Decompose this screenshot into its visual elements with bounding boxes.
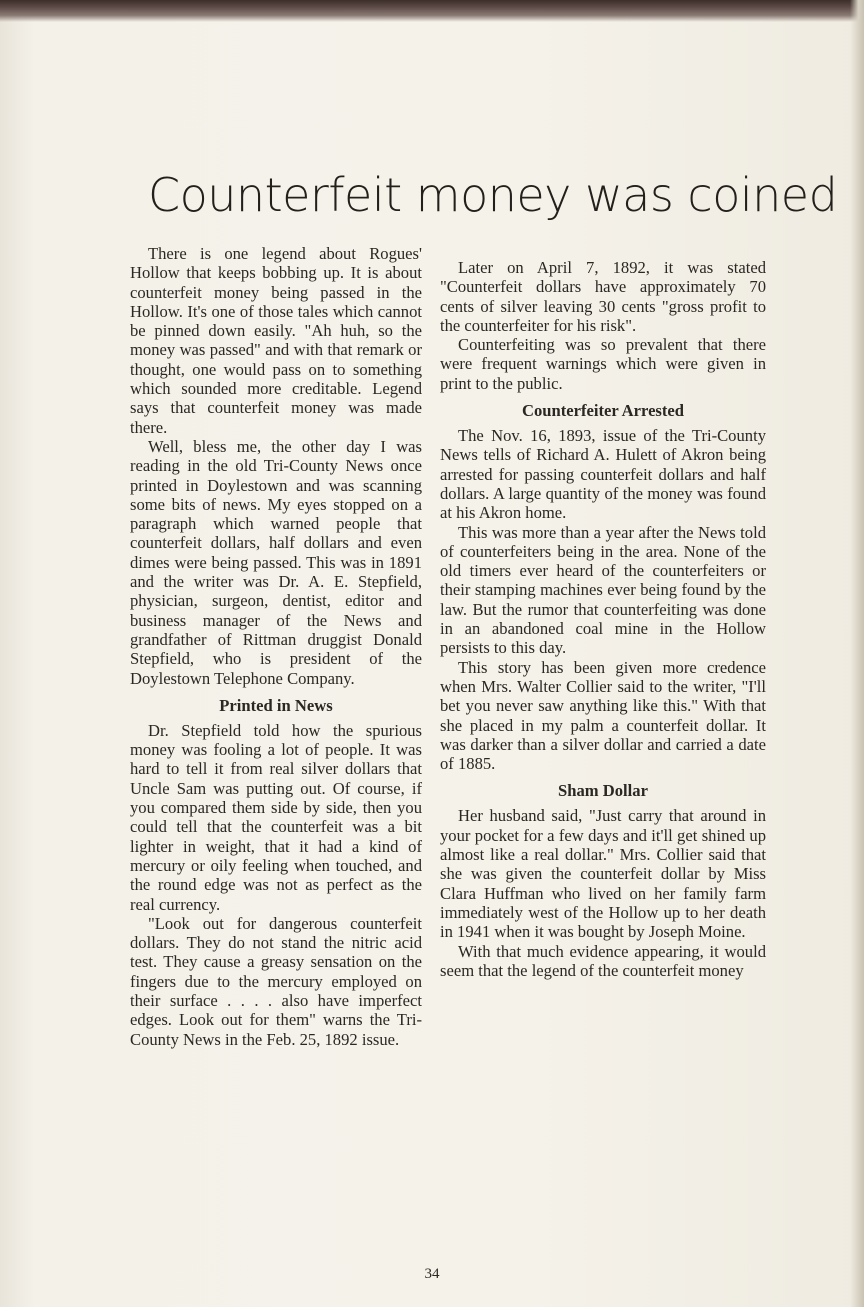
section-heading-printed-in-news: Printed in News bbox=[219, 695, 333, 715]
page-right-edge bbox=[850, 0, 864, 1307]
section-heading-sham-dollar: Sham Dollar bbox=[558, 781, 648, 801]
paragraph: With that much evidence appearing, it would seem that the legend of the counterfeit money bbox=[440, 941, 766, 980]
paragraph: Later on April 7, 1892, it was stated "Counterfeit dollars have approximately 70 cents of silver leaving 30 cents "gross profit to the counterfeiter for his risk". bbox=[440, 258, 766, 335]
left-column bbox=[130, 244, 422, 1049]
paragraph: Dr. Stepfield told how the spurious money was fooling a lot of people. It was hard to tell it from real silver dollars that Uncle Sam was putting out. Of course, if you compared them side by side, then you could tell that the counterfeit was a bit lighter in weight, that it had a kind of mercury or oily feeling when touched, and the round edge was not as perfect as the real currency. bbox=[130, 720, 422, 914]
paragraph: There is one legend about Rogues' Hollow that keeps bobbing up. It is about counterfeit money being passed in the Hollow. It's one of those tales which cannot be pinned down easily. "Ah huh, so the money was passed" and with that remark or thought, one would pass on to something which sounded more creditable. Legend says that counterfeit money was made there. bbox=[130, 244, 422, 437]
paragraph: This was more than a year after the News told of counterfeiters being in the area. None of the old timers ever heard of the counterfeiters or their stamping machines ever being found by the law. But the rumor that counterfeiting was done in an abandoned coal mine in the Hollow persists to this day. bbox=[440, 522, 766, 658]
section-heading-counterfeiter-arrested: Counterfeiter Arrested bbox=[521, 401, 685, 421]
page-top-edge bbox=[0, 0, 864, 22]
article-title: Counterfeit money was coined bbox=[148, 168, 838, 222]
page-number: 34 bbox=[424, 1266, 440, 1282]
paragraph: Well, bless me, the other day I was reading in the old Tri-County News once printed in Doylestown and was scanning some bits of news. My eyes stopped on a paragraph which warned people that counterfeit dollars, half dollars and even dimes were being passed. This was in 1891 and the writer was Dr. A. E. Stepfield, physician, surgeon, dentist, editor and business manager of the News and grandfather of Rittman druggist Donald Stepfield, who is president of the Doylestown Telephone Company. bbox=[130, 436, 422, 688]
paragraph: This story has been given more credence when Mrs. Walter Collier said to the writer, "I'll bet you never saw anything like this." With that she placed in my palm a counterfeit dollar. It was darker than a silver dollar and carried a date of 1885. bbox=[440, 657, 766, 774]
paragraph: Her husband said, "Just carry that around in your pocket for a few days and it'll get shined up almost like a real dollar." Mrs. Collier said that she was given the counterfeit dollar by Miss Clara Huffman who lived on her family farm immediately west of the Hollow up to her death in 1941 when it was bought by Joseph Moine. bbox=[440, 806, 766, 942]
paragraph: Counterfeiting was so prevalent that there were frequent warnings which were given in print to the public. bbox=[440, 335, 766, 393]
right-column bbox=[440, 258, 766, 980]
paragraph: "Look out for dangerous counterfeit dollars. They do not stand the nitric acid test. They cause a greasy sensation on the fingers due to the mercury employed on their surface . . . . also have imperfect edges. Look out for them" warns the Tri-County News in the Feb. 25, 1892 issue. bbox=[130, 913, 422, 1049]
paragraph: The Nov. 16, 1893, issue of the Tri-County News tells of Richard A. Hulett of Akron being arrested for passing counterfeit dollars and half dollars. A large quantity of the money was found at his Akron home. bbox=[440, 426, 766, 523]
